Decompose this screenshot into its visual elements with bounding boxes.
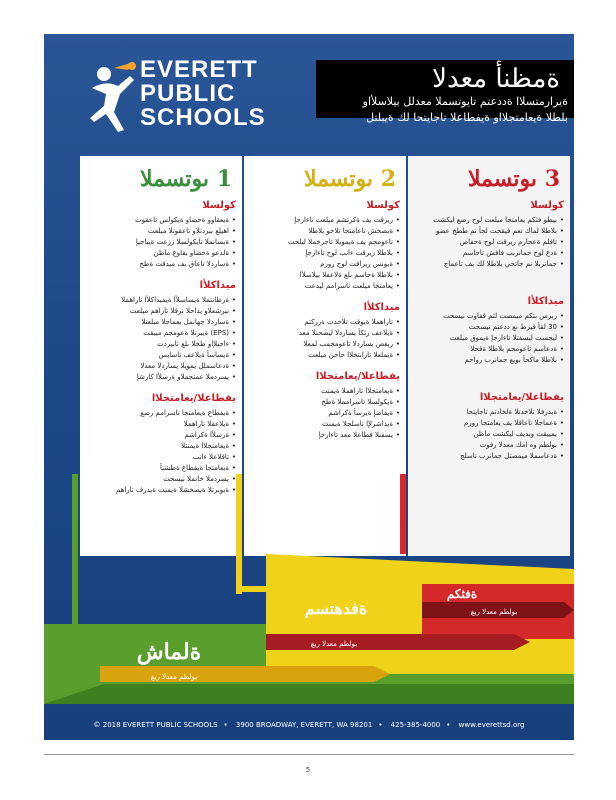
- list-item: • ةيلاعف رثكأ يساردلا ليصحتلا معد: [250, 328, 400, 339]
- list-item: • ليجست ليسفتلا تاءارجإ ةيموق ميلعت: [414, 333, 564, 344]
- list-item: • ةيوبرتلا ةيصخشلا ةيمنت ةيدرف تاراهم: [86, 485, 236, 496]
- tier-2-behavior-heading: كولسلا: [366, 200, 400, 211]
- list-item: • ةيساسأ ةيلاعف تاسايس: [86, 350, 236, 361]
- tier-1-guide-line: [72, 474, 78, 634]
- list-item: • ةيعامتجلاا ةيمنتلا: [86, 441, 236, 452]
- list-item: • ةلدعو ةحضاو بقاوع ماظن: [86, 248, 236, 259]
- list-item: • ةيفاضإ ةيرسأ ةكراشم: [250, 408, 400, 419]
- list-item: • ةرسلأا ةكراشم: [86, 430, 236, 441]
- subtitle-line-1: ةيرارمتسلاا ةددعتم تايوتسملا معدلل بيلاسلأاو: [362, 95, 568, 108]
- tier-2-behavior-list: [250, 215, 400, 292]
- list-item: • بولطم وه امك معدلا رفوت: [414, 440, 564, 451]
- list-item: • يسردملا عمتجملاو ةرسلأا كارشإ: [86, 372, 236, 383]
- tier-3-academic-list: [414, 311, 564, 366]
- list-item: • (EPS) ةيبرتلا ةعومجم مييقت: [86, 328, 236, 339]
- list-item: • بلاطلا لماك نعم قيقحت لجأ نم ططخ عضو: [414, 226, 564, 237]
- list-item: • ةيداشرلإا تاسلجلا ةيمنت: [250, 419, 400, 430]
- tier-2-support-bar: [266, 634, 530, 650]
- tier-3-guide-line: [400, 474, 406, 554]
- tier-3-bar-label: بولطم معدلا ريغ: [470, 608, 518, 616]
- list-item: • ءاجيلإاو طخلا ىلع تابيردت: [86, 339, 236, 350]
- tier-2-social-emotional-list: [250, 386, 400, 441]
- tier-2-bar-label: بولطم معدلا ريغ: [310, 640, 358, 648]
- tier-2-guide-line: [236, 474, 242, 594]
- list-item: • بلاطلا ماكحأ بويع جمانرب رواحم: [414, 355, 564, 366]
- list-item: • اهيلع بيردتلاو تاعقوتلا ميلعت: [86, 226, 236, 237]
- list-item: • نيرشعلاو يداحلا نرقلا تاراهم ميلعت: [86, 306, 236, 317]
- tier-1-step-label: ةلماش: [136, 639, 202, 665]
- tier-1-behavior-heading: كولسلا: [202, 200, 236, 211]
- support-tiers-staircase: [44, 474, 574, 704]
- list-item: • ةيفطاع ةيعامتجا تاسرامم رصع: [86, 408, 236, 419]
- tier-1-social-emotional-heading: يفطاعلا/يعامتجلاا: [151, 393, 236, 404]
- logo-line-3: SCHOOLS: [140, 104, 266, 131]
- tier-1-title: 1 ىوتسملا: [139, 166, 232, 192]
- list-item: • يمييقت ويديف ليكشت ماظن: [414, 429, 564, 440]
- tier-3-social-emotional-list: [414, 407, 564, 462]
- tier-2-social-emotional-heading: يفطاعلا/يعامتجلاا: [315, 371, 400, 382]
- list-item: • تاقلاعلا ءانب: [86, 452, 236, 463]
- footer-phone: 425-385-4000: [390, 721, 441, 729]
- list-item: • بيطو فثكم يعامتجا ميلعت لوح رصع ليكشت: [414, 215, 564, 226]
- list-item: • يعامتجا ميلعت تاسرامم ليدعت: [250, 281, 400, 292]
- list-item: • ةدع لوح جمانربب فافش تاحاسم: [414, 248, 564, 259]
- tier-3-behavior-list: [414, 215, 564, 270]
- list-item: • ةدعاسملل يمويلا يساردلا معدلا: [86, 361, 236, 372]
- list-item: • ةيعامتجا ةيفطاع ةطشنأ: [86, 463, 236, 474]
- tier-1-behavior-list: [86, 215, 236, 270]
- poster-footer: © 2018 EVERETT PUBLIC SCHOOLS • 3900 BROADWAY, EVERETT, WA 98201 • 425-385-4000 • www.everettsd.org: [93, 721, 525, 729]
- logo-line-2: PUBLIC: [140, 80, 236, 107]
- page-title: ةمظنأ معدلا: [432, 64, 560, 94]
- list-item: • ةدعاسملا ميمصتل جمانرب تاسلج: [414, 451, 564, 462]
- tier-3-social-emotional-heading: يفطاعلا/يعامتجلاا: [479, 392, 564, 403]
- tier-2-academic-heading: ميداكلأا: [363, 302, 400, 313]
- list-item: • ريرس بتكم ميمصت لثم قفاوت نيسحت: [414, 311, 564, 322]
- logo-line-1: EVERETT: [140, 56, 258, 83]
- page-number: 5: [305, 766, 311, 774]
- list-item: • تاعومجم يف ةيمويلا تاجرخملا ليلحت: [250, 237, 400, 248]
- list-item: • يسفنلا فطاعلا معد تاءارجإ: [250, 430, 400, 441]
- list-item: • بلاطلا ةحاسم ىلع ةلاعفلا بيلاسلأا: [250, 270, 400, 281]
- list-item: • يسردملا خانملا نيسحت: [86, 474, 236, 485]
- list-item: • ةيونس ريراقت لوح رورم: [250, 259, 400, 270]
- list-item: • تاراهملا ةيوقت تلاخدت ةرركتم: [250, 317, 400, 328]
- list-item: • ةيعقاوو ةحضاو ةيكولس تاعقوت: [86, 215, 236, 226]
- tier-3-title: 3 ىوتسملا: [467, 166, 560, 192]
- list-item: • ريرقت يف ةكرتشم ميلعت تاءارجإ: [250, 215, 400, 226]
- tier-2-step-label: ةفدهتسم: [304, 599, 368, 618]
- list-item: • ةساردلا تاعاق يف ميدقت ةطخ: [86, 259, 236, 270]
- list-item: • ةيدرفلا تلاخدتلا ةلخادتم تاجايتحا: [414, 407, 564, 418]
- tier-3-academic-heading: ميداكلأا: [527, 296, 564, 307]
- list-item: • ةبسانملا تايكولسلا ززعت ةيباجيإ: [86, 237, 236, 248]
- tier-1-body: [86, 200, 236, 496]
- list-item: • ةعماجلا تاعاقلا يف يعامتجا رورم: [414, 418, 564, 429]
- list-item: • 30 لقأ قيرط نع ددعتم نيسحت: [414, 322, 564, 333]
- footer-copyright: © 2018 EVERETT PUBLIC SCHOOLS: [93, 721, 218, 729]
- footer-website: www.everettsd.org: [458, 721, 525, 729]
- poster: [44, 34, 574, 740]
- list-item: • ةيلاعفلا تاراهملا: [86, 419, 236, 430]
- tier-1-academic-heading: ميداكلأا: [199, 280, 236, 291]
- tier-3-body: [414, 200, 564, 462]
- tier-1-academic-list: [86, 295, 236, 383]
- subtitle-line-2: بلطلا ةيعامتجلااو ةيفطاعلا تاجايتحا لك ةيبلتل: [366, 111, 568, 124]
- tier-2-body: [250, 200, 400, 441]
- tier-1-step-shadow: [44, 684, 574, 704]
- list-item: • ةيملعلا تارابتخلاا حاجن ميلعت: [250, 350, 400, 361]
- tier-1-bar-label: بولطم معدلا ريغ: [150, 673, 198, 681]
- list-item: • ةيكولسلا تاسرامملا ةطخ: [250, 397, 400, 408]
- list-item: • بلاطلا ريرقت ءانب لوح تاءارجإ: [250, 248, 400, 259]
- list-item: • ريغص يساردلا تاعومجمب لمعلا: [250, 339, 400, 350]
- tier-2-academic-list: [250, 317, 400, 361]
- list-item: • ةرظانتملا ةيساسلأا ةيميداكلأا تاراهملا: [86, 295, 236, 306]
- footer-address: 3900 BROADWAY, EVERETT, WA 98201: [235, 721, 373, 729]
- page-subtitle: [98, 94, 568, 126]
- tier-3-behavior-heading: كولسلا: [530, 200, 564, 211]
- list-item: • ةدعاسم تاعومجم بلاطلا ةقحلا: [414, 344, 564, 355]
- page-divider: [44, 754, 574, 755]
- tier-2-title: 2 ىوتسملا: [303, 166, 396, 192]
- list-item: • ةيعامتجلاا تاراهملا ةيمنت: [250, 386, 400, 397]
- list-item: • ةيصخش تاعامتجا تلاجو بلاطلا: [250, 226, 400, 237]
- list-item: • ةساردلا جهانمل يعماجلا ميلعتلا: [86, 317, 236, 328]
- tier-3-step-label: ةفثكم: [446, 587, 478, 601]
- list-item: • جمانربلا نم جاتحي بلاطلا لك يف تاعماج: [414, 259, 564, 270]
- tier-1-support-bar: [100, 666, 390, 682]
- list-item: • تافلم ةعجارم ريرقت لوح ةحفاص: [414, 237, 564, 248]
